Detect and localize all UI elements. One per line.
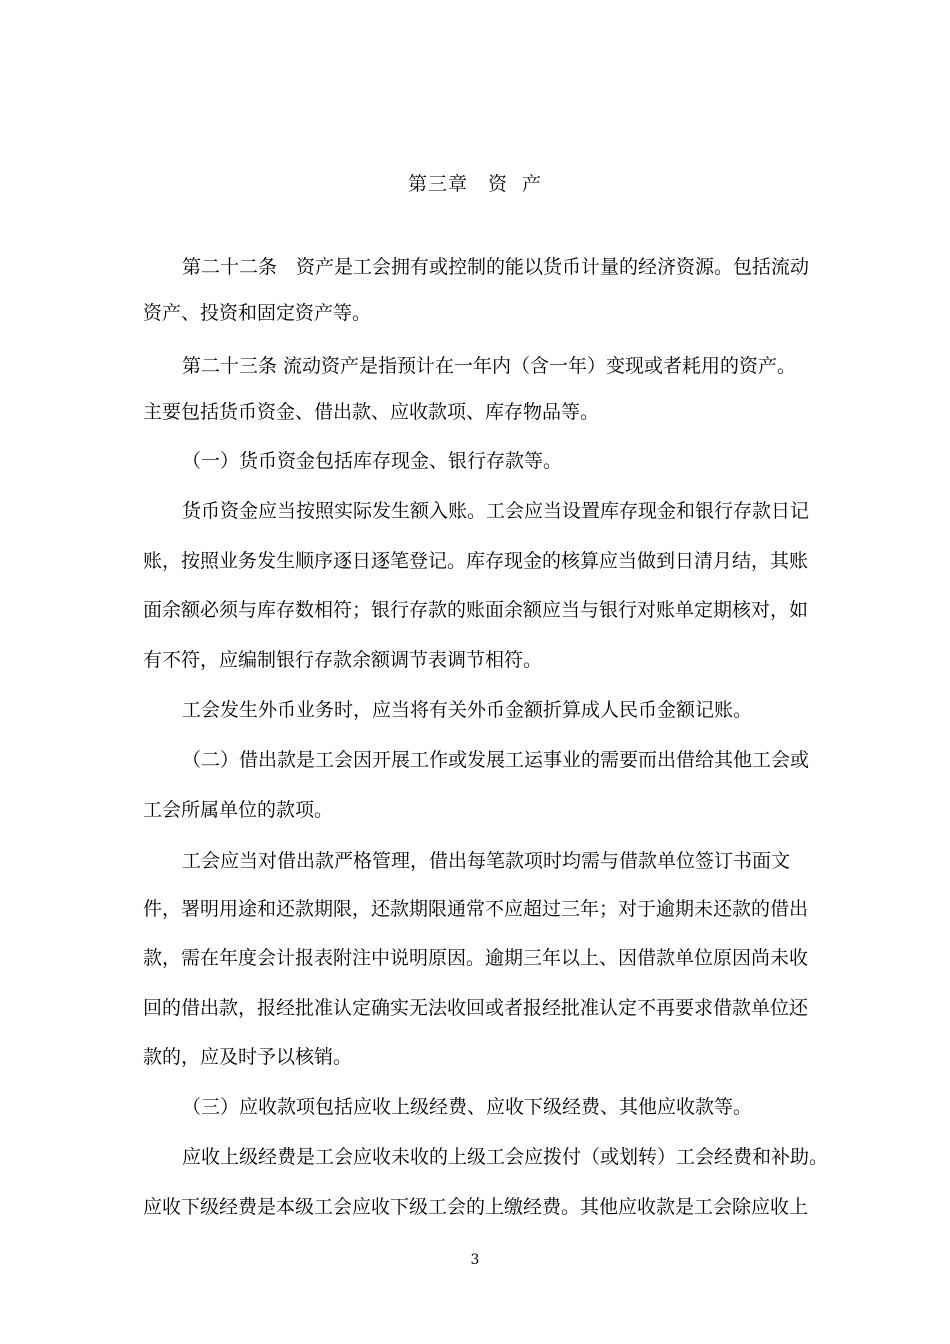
paragraph-line: 第二十三条 流动资产是指预计在一年内（含一年）变现或者耗用的资产。	[182, 355, 797, 377]
paragraph-line: 工会发生外币业务时，应当将有关外币金额折算成人民币金额记账。	[182, 699, 753, 721]
paragraph-line: 主要包括货币资金、借出款、应收款项、库存物品等。	[143, 401, 600, 423]
paragraph-line: 件，署明用途和还款期限，还款期限通常不应超过三年；对于逾期未还款的借出	[143, 898, 809, 920]
paragraph-line: 应收下级经费是本级工会应收下级工会的上缴经费。其他应收款是工会除应收上	[143, 1196, 809, 1218]
paragraph-line: 账，按照业务发生顺序逐日逐笔登记。库存现金的核算应当做到日清月结，其账	[143, 550, 809, 572]
paragraph-line: 资产、投资和固定资产等。	[143, 302, 372, 324]
paragraph-line: 款的，应及时予以核销。	[143, 1046, 353, 1068]
paragraph-line: 面余额必须与库存数相符；银行存款的账面余额应当与银行对账单定期核对，如	[143, 599, 809, 621]
paragraph-line: （二）借出款是工会因开展工作或发展工运事业的需要而出借给其他工会或	[182, 749, 810, 771]
paragraph-line: 货币资金应当按照实际发生额入账。工会应当设置库存现金和银行存款日记	[182, 500, 810, 522]
paragraph-line: 有不符，应编制银行存款余额调节表调节相符。	[143, 649, 543, 671]
paragraph-line: 款，需在年度会计报表附注中说明原因。逾期三年以上、因借款单位原因尚未收	[143, 947, 809, 969]
paragraph-line: 工会所属单位的款项。	[143, 799, 334, 821]
paragraph-line: 回的借出款，报经批准认定确实无法收回或者报经批准认定不再要求借款单位还	[143, 997, 809, 1019]
chapter-title: 第三章 资 产	[407, 173, 543, 195]
paragraph-line: 第二十二条 资产是工会拥有或控制的能以货币计量的经济资源。包括流动	[182, 256, 810, 278]
paragraph-line: （一）货币资金包括库存现金、银行存款等。	[182, 450, 563, 472]
paragraph-line: 应收上级经费是工会应收未收的上级工会应拨付（或划转）工会经费和补助。	[182, 1146, 829, 1168]
page-number: 3	[470, 1252, 480, 1268]
paragraph-line: 工会应当对借出款严格管理，借出每笔款项时均需与借款单位签订书面文	[182, 850, 791, 872]
paragraph-line: （三）应收款项包括应收上级经费、应收下级经费、其他应收款等。	[182, 1096, 753, 1118]
